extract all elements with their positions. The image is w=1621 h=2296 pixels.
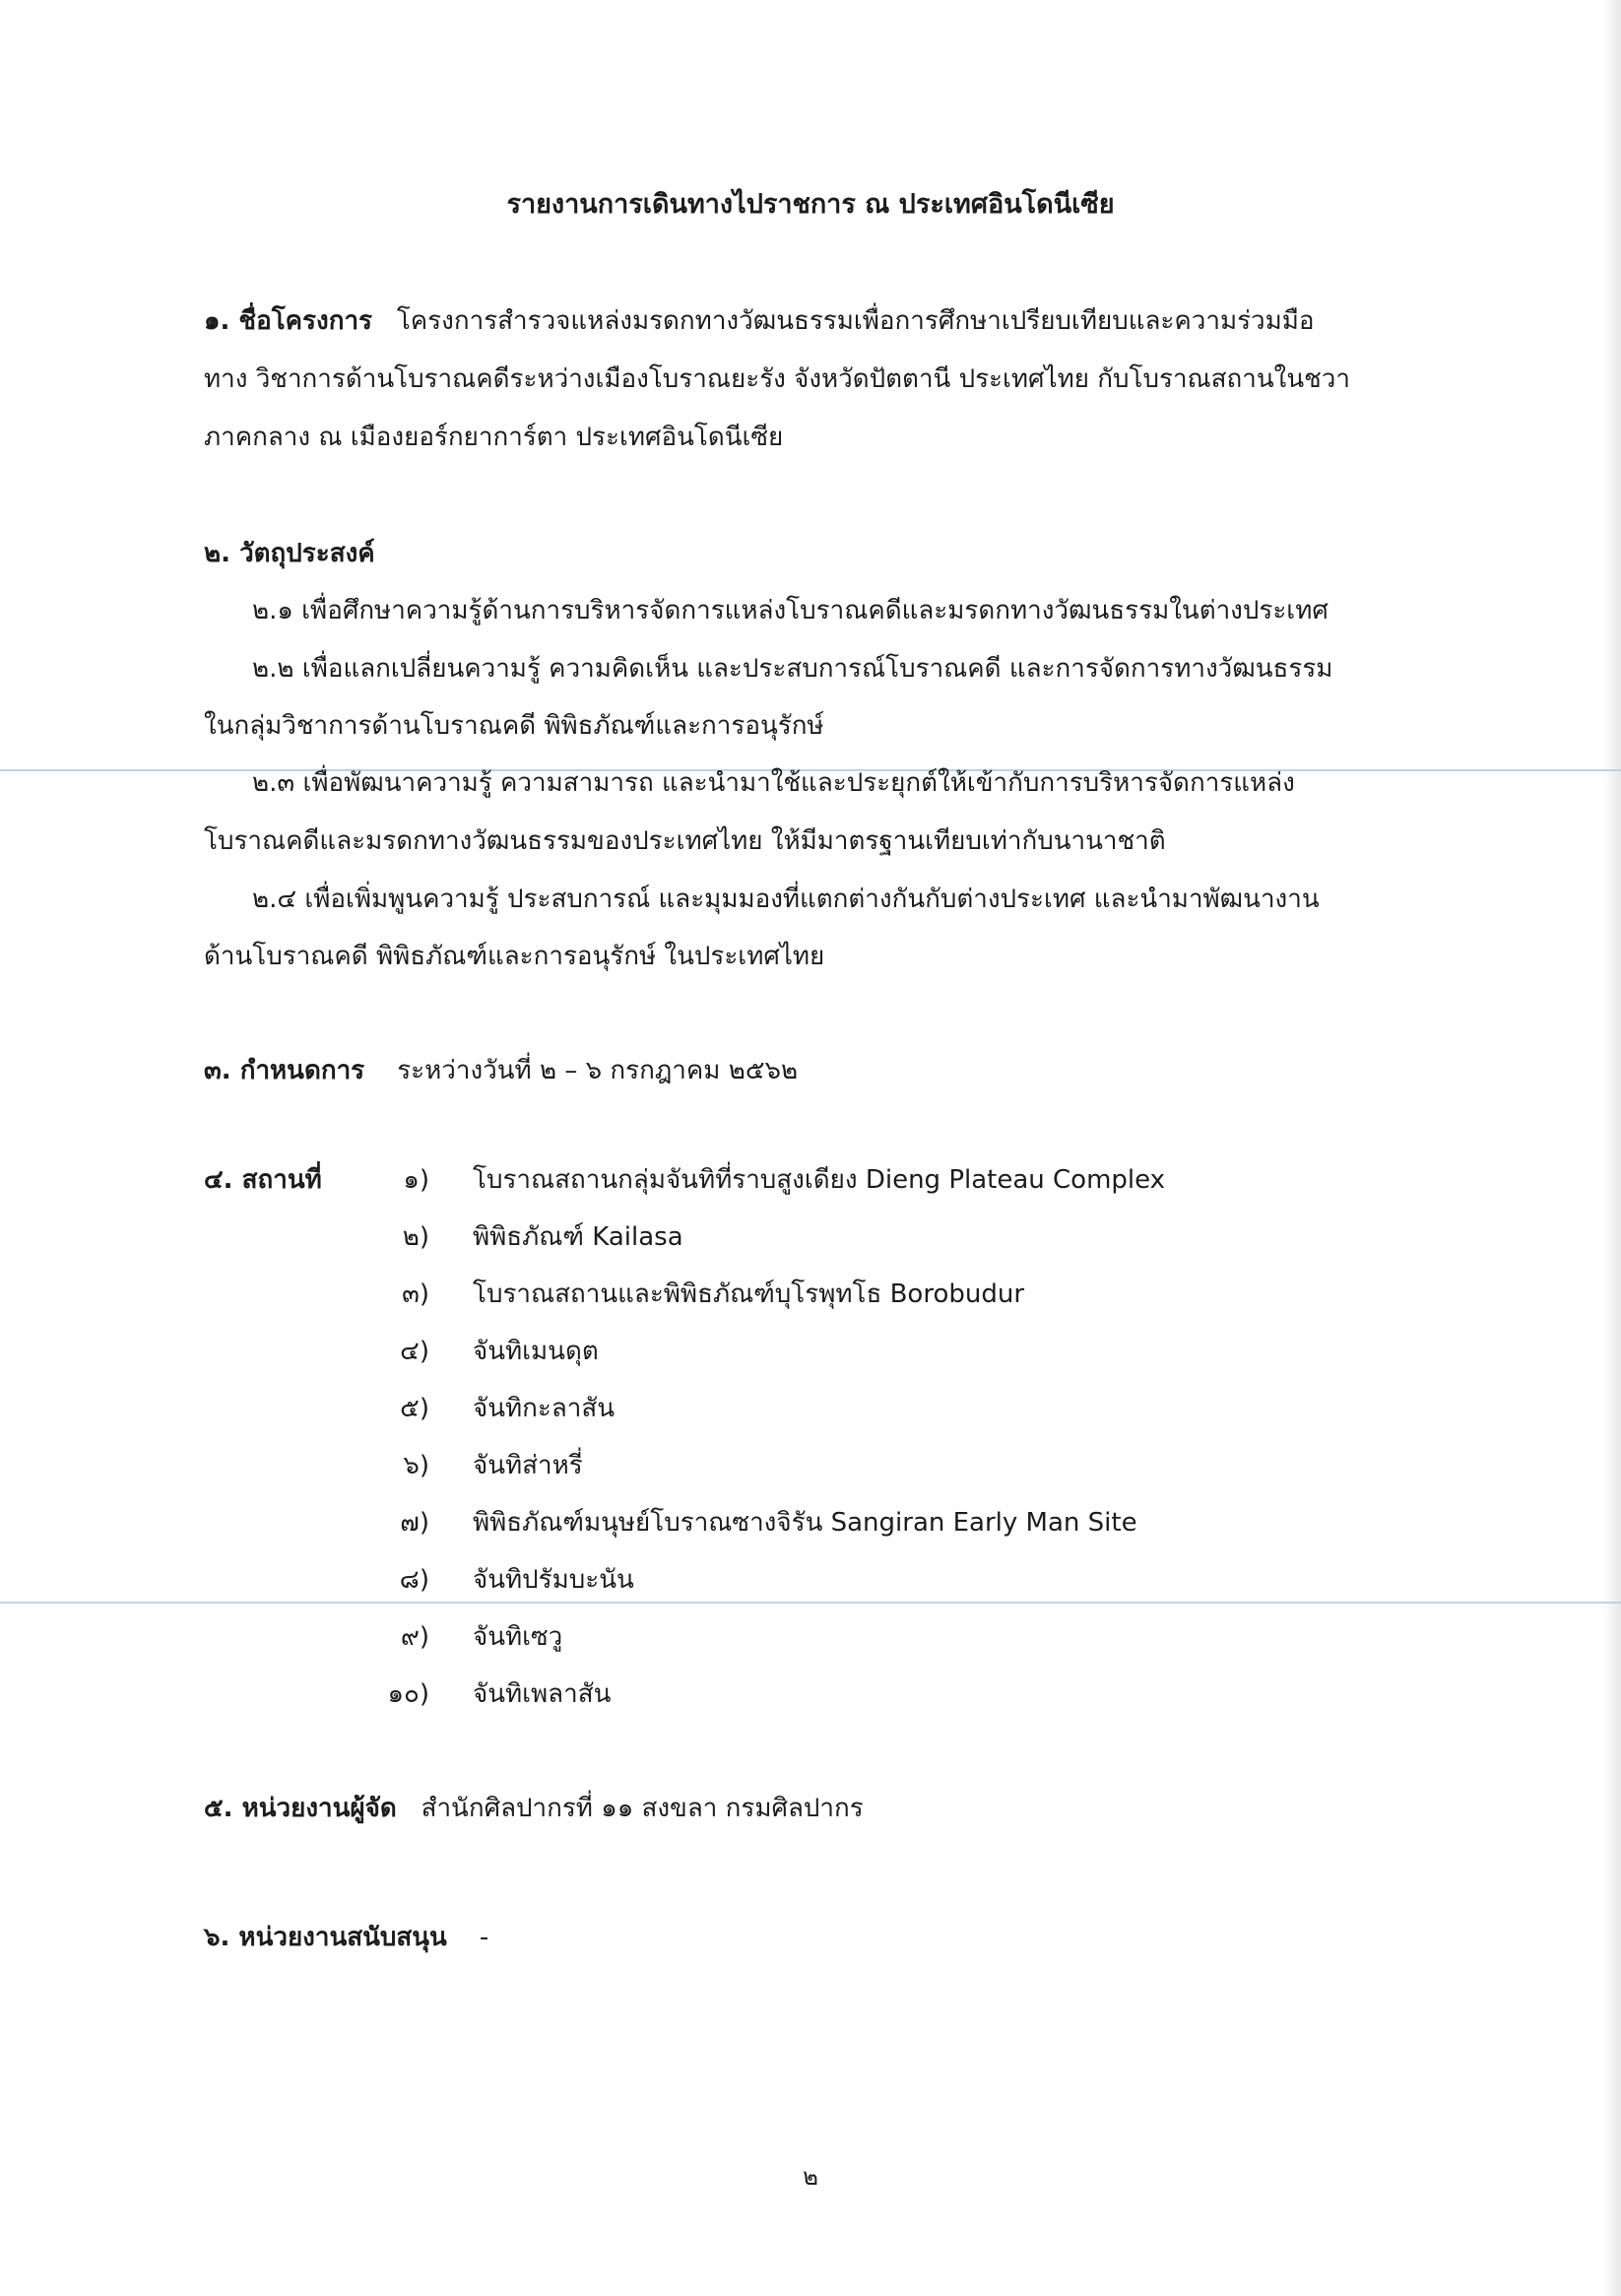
objective-2-2: ๒.๒ เพื่อแลกเปลี่ยนความรู้ ความคิดเห็น และประสบการณ์โบราณคดี และการจัดการทางวัฒนธรรม	[252, 654, 1333, 684]
location-number: ๓)	[402, 1279, 429, 1309]
section3-heading: ๓. กำหนดการ	[204, 1056, 365, 1085]
location-number: ๘)	[399, 1565, 429, 1595]
location-item: โบราณสถานและพิพิธภัณฑ์บุโรพุทโธ Borobudur	[473, 1279, 1025, 1309]
location-number: ๒)	[402, 1222, 429, 1252]
location-item: จันทิเพลาสัน	[473, 1679, 612, 1709]
section1-line1	[204, 301, 1315, 341]
section1-heading: ๑. ชื่อโครงการ	[204, 306, 373, 336]
objective-2-3: ๒.๓ เพื่อพัฒนาความรู้ ความสามารถ และนำมาใช้และประยุกต์ให้เข้ากับการบริหารจัดการแหล่ง	[252, 768, 1295, 798]
location-item: จันทิกะลาสัน	[473, 1394, 616, 1423]
location-number: ๙)	[400, 1622, 429, 1652]
section1-text-line2: ทาง วิชาการด้านโบราณคดีระหว่างเมืองโบราณยะรัง จังหวัดปัตตานี ประเทศไทย กับโบราณสถานในชวา	[204, 364, 1350, 394]
page-number: ๒	[803, 2163, 818, 2191]
location-item: จันทิส่าหรี่	[473, 1451, 583, 1480]
location-item: จันทิเมนดุต	[473, 1337, 599, 1366]
location-number: ๑๐)	[387, 1679, 429, 1709]
location-item: โบราณสถานกลุ่มจันทิที่ราบสูงเดียง Dieng Plateau Complex	[473, 1165, 1166, 1195]
page-edge-shadow	[1603, 0, 1621, 2296]
section5-text: สำนักศิลปากรที่ ๑๑ สงขลา กรมศิลปากร	[421, 1794, 864, 1823]
location-item: จันทิปรัมบะนัน	[473, 1565, 634, 1595]
section2-heading: ๒. วัตถุประสงค์	[204, 539, 375, 568]
document-title: รายงานการเดินทางไปราชการ ณ ประเทศอินโดนีเซีย	[506, 189, 1115, 220]
section1-text-line1: โครงการสำรวจแหล่งมรดกทางวัฒนธรรมเพื่อการศึกษาเปรียบเทียบและความร่วมมือ	[396, 306, 1315, 336]
location-item: พิพิธภัณฑ์มนุษย์โบราณซางจิรัน Sangiran Early Man Site	[473, 1508, 1137, 1538]
location-number: ๗)	[400, 1508, 429, 1538]
section3-line	[204, 1051, 798, 1090]
location-number: ๕)	[400, 1394, 429, 1423]
objective-2-2-cont: ในกลุ่มวิชาการด้านโบราณคดี พิพิธภัณฑ์และการอนุรักษ์	[204, 711, 824, 741]
section6-text: -	[479, 1923, 489, 1952]
location-item: พิพิธภัณฑ์ Kailasa	[473, 1222, 683, 1252]
location-item: จันทิเซวู	[473, 1622, 563, 1652]
section1-text-line3: ภาคกลาง ณ เมืองยอร์กยาการ์ตา ประเทศอินโดนีเซีย	[204, 423, 784, 452]
section5-heading: ๕. หน่วยงานผู้จัด	[204, 1794, 397, 1823]
scan-artifact-line	[0, 1602, 1621, 1604]
location-number: ๖)	[403, 1451, 429, 1480]
location-number: ๑)	[403, 1165, 429, 1195]
objective-2-3-cont: โบราณคดีและมรดกทางวัฒนธรรมของประเทศไทย ให้มีมาตรฐานเทียบเท่ากับนานาชาติ	[204, 826, 1166, 856]
section5-line	[204, 1789, 864, 1828]
objective-2-1: ๒.๑ เพื่อศึกษาความรู้ด้านการบริหารจัดการแหล่งโบราณคดีและมรดกทางวัฒนธรรมในต่างประเทศ	[252, 596, 1329, 625]
section3-text: ระหว่างวันที่ ๒ – ๖ กรกฎาคม ๒๕๖๒	[397, 1056, 799, 1085]
location-number: ๔)	[400, 1337, 429, 1366]
objective-2-4: ๒.๔ เพื่อเพิ่มพูนความรู้ ประสบการณ์ และมุมมองที่แตกต่างกันกับต่างประเทศ และนำมาพัฒนางาน	[252, 885, 1320, 914]
section6-line	[204, 1918, 488, 1957]
section4-heading: ๔. สถานที่	[204, 1165, 322, 1195]
objective-2-4-cont: ด้านโบราณคดี พิพิธภัณฑ์และการอนุรักษ์ ในประเทศไทย	[204, 942, 825, 971]
section6-heading: ๖. หน่วยงานสนับสนุน	[204, 1923, 447, 1952]
